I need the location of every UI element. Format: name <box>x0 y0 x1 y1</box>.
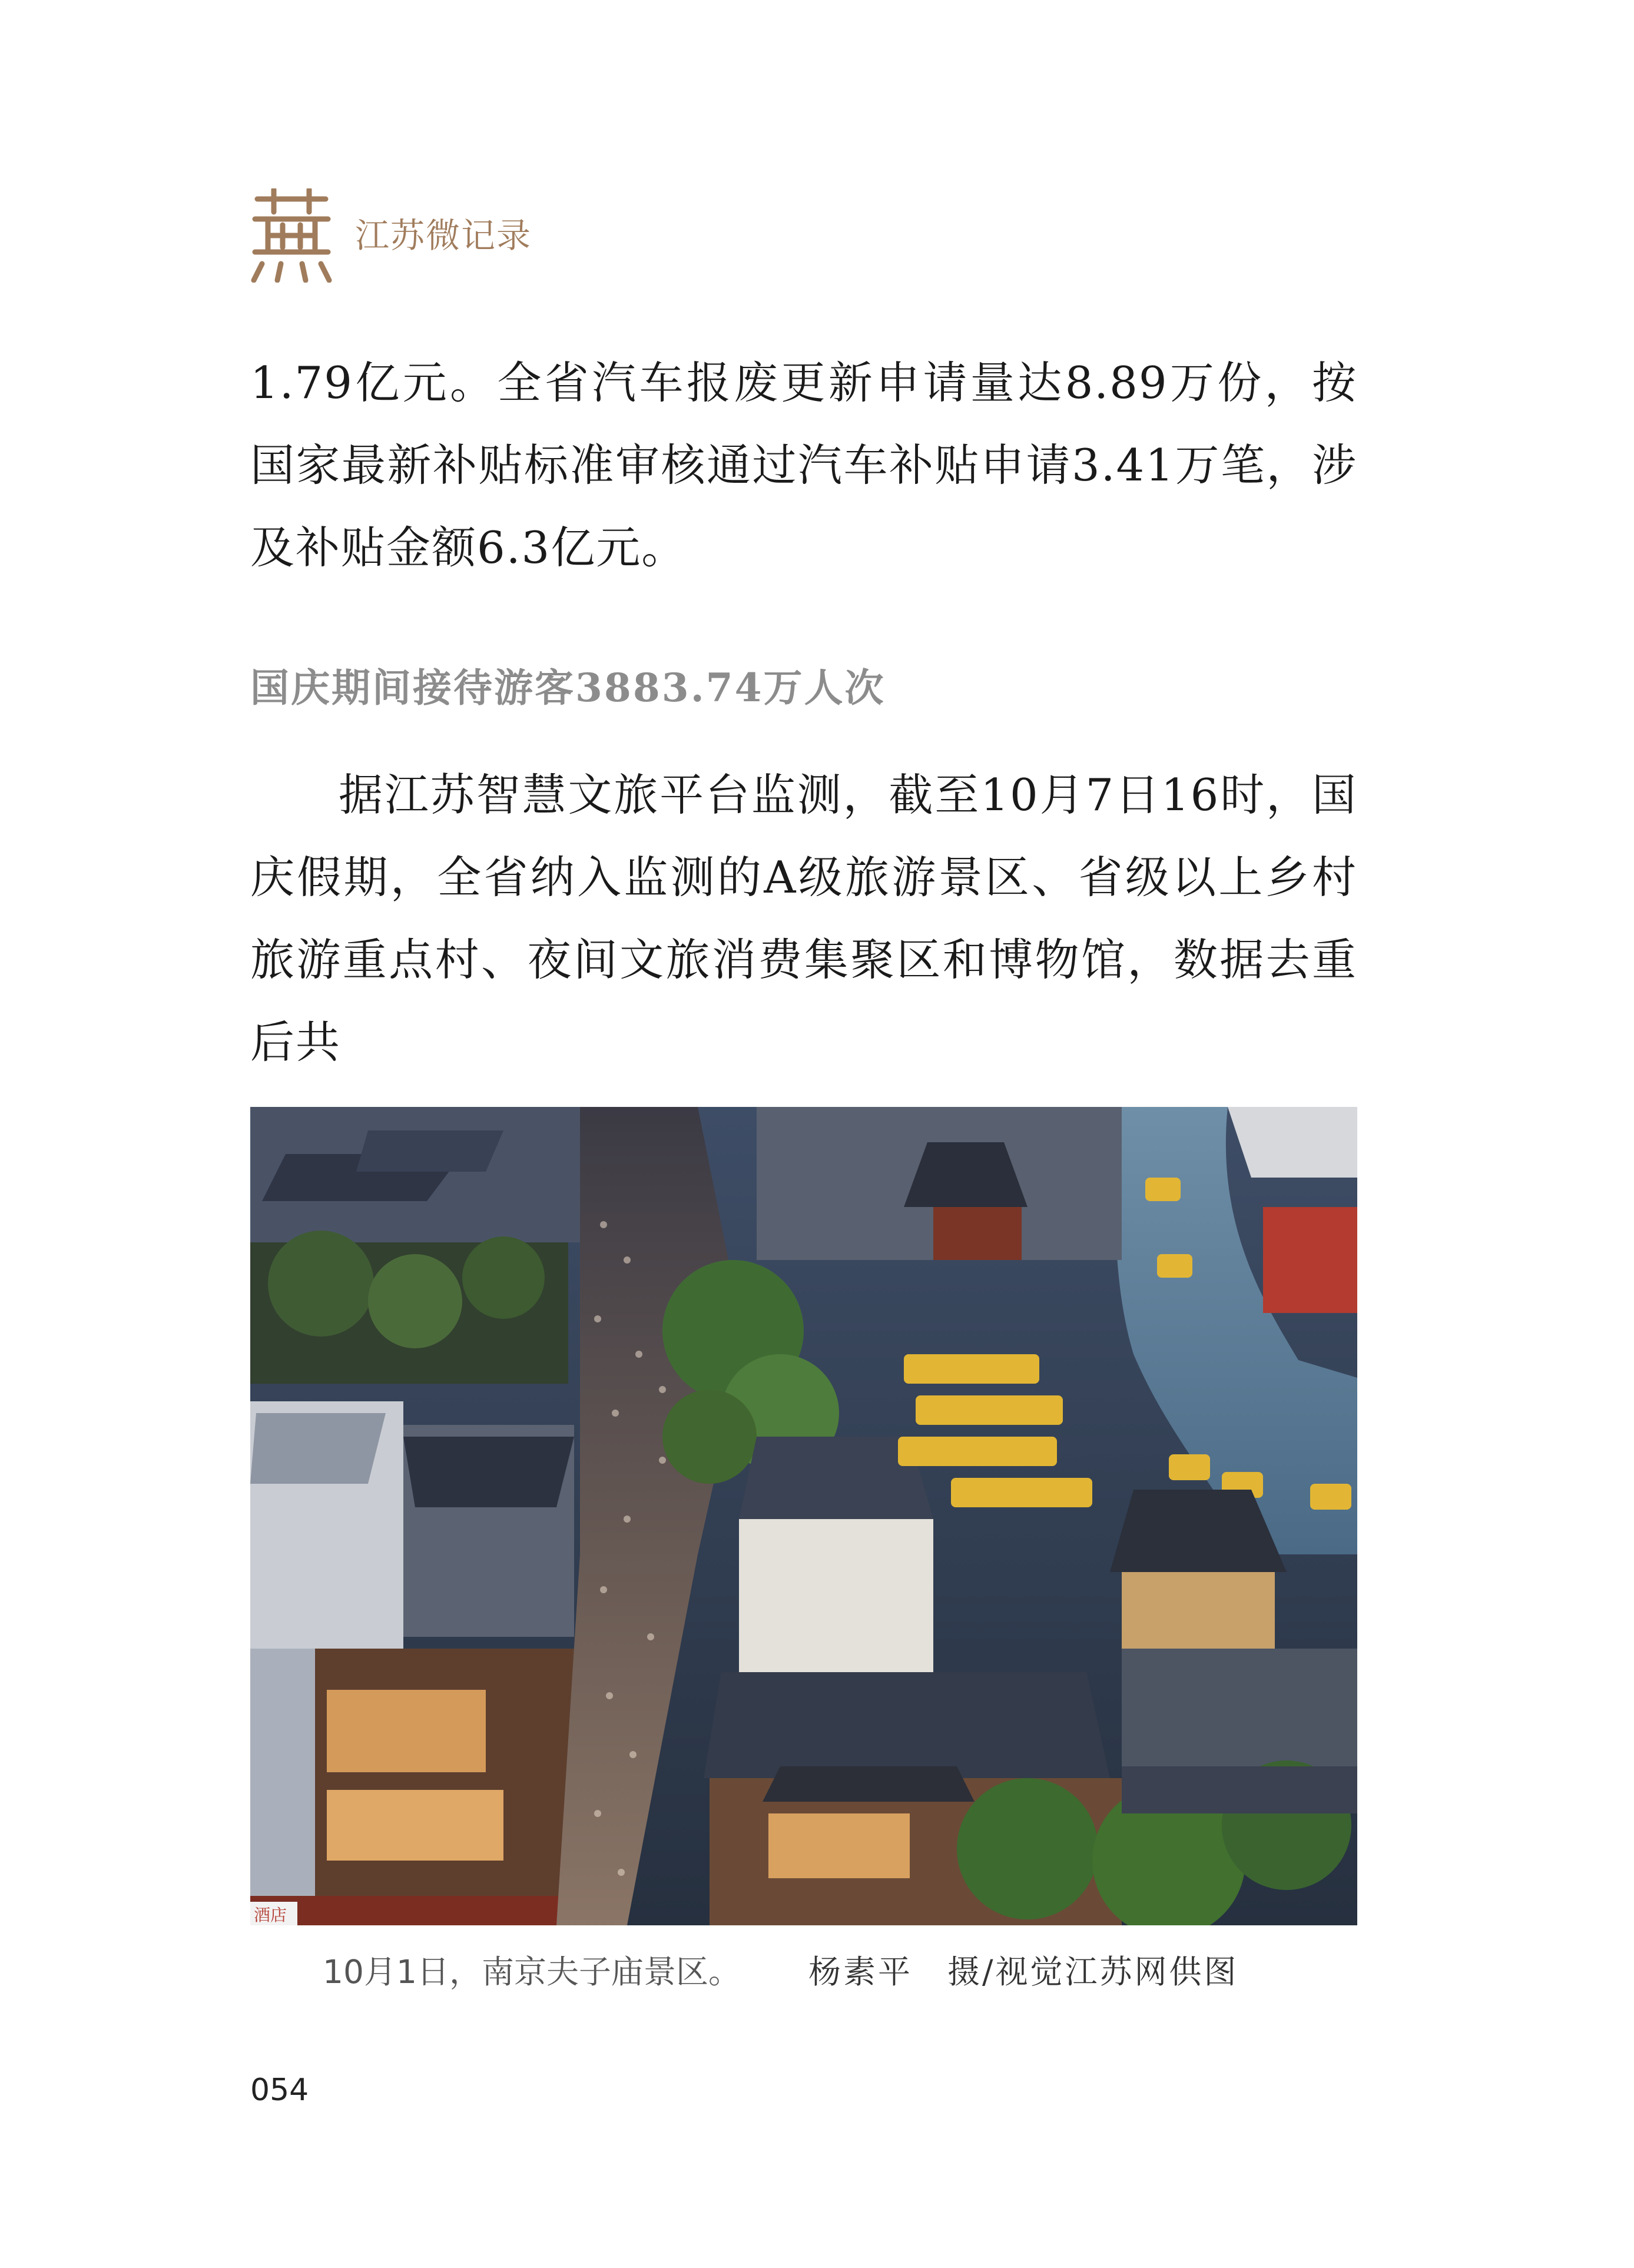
fuzimiao-aerial-photo <box>250 1107 1357 1925</box>
series-title: 江苏微记录 <box>355 215 532 256</box>
photo-caption <box>323 1946 1239 1992</box>
body-paragraph-2: 据江苏智慧文旅平台监测，截至10月7日16时，国庆假期，全省纳入监测的A级旅游景区、省级以上乡村旅游重点村、夜间文旅消费集聚区和博物馆，数据去重后共 <box>250 769 1357 1068</box>
section-subheading: 国庆期间接待游客3883.74万人次 <box>250 665 886 711</box>
shop-sign-text: 酒店 <box>254 1905 287 1925</box>
caption-text: 10月1日，南京夫子庙景区。 <box>323 1953 741 1991</box>
body-paragraph-1: 1.79亿元。全省汽车报废更新申请量达8.89万份，按国家最新补贴标准审核通过汽车补贴申请3.41万笔，涉及补贴金额6.3亿元。 <box>250 357 1357 573</box>
page-header <box>250 188 532 283</box>
series-logo-icon <box>250 188 333 283</box>
page-number: 054 <box>250 2073 309 2108</box>
caption-credit: 杨素平 摄/视觉江苏网供图 <box>808 1953 1239 1991</box>
